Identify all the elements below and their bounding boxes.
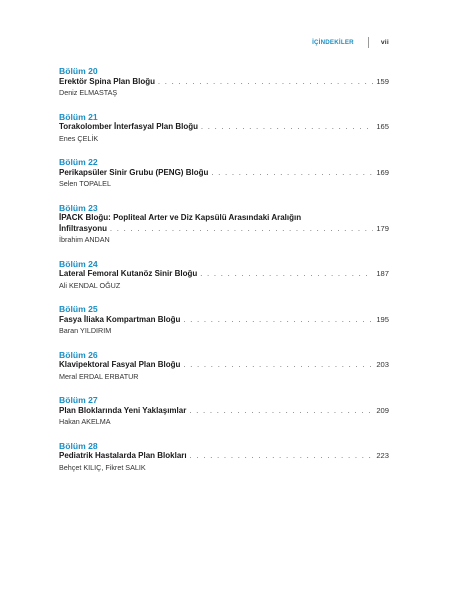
dot-leader: [189, 407, 373, 418]
toc-entry-27[interactable]: [59, 395, 389, 427]
chapter-label: Bölüm 24: [59, 258, 98, 269]
chapter-author: Meral ERDAL ERBATUR: [59, 371, 139, 381]
page-number: 179: [376, 223, 389, 233]
chapter-title[interactable]: Lateral Femoral Kutanöz Sinir Bloğu: [59, 269, 198, 278]
chapter-label: Bölüm 20: [59, 66, 98, 76]
title-line: [59, 224, 389, 236]
header-page-number: vii: [380, 39, 389, 46]
toc-entry-23[interactable]: [59, 203, 389, 246]
dot-leader: [200, 270, 373, 281]
page-number: 209: [376, 405, 389, 415]
chapter-author: Behçet KILIÇ, Fikret SALIK: [59, 462, 146, 472]
title-line: [59, 122, 389, 134]
title-line: [59, 269, 389, 281]
toc-entry-26[interactable]: [59, 350, 389, 382]
header-section-title: İÇİNDEKİLER: [312, 39, 354, 46]
page-number: 165: [376, 122, 389, 131]
dot-leader: [158, 78, 373, 89]
dot-leader: [190, 452, 374, 463]
chapter-title[interactable]: Torakolomber İnterfasyal Plan Bloğu: [59, 122, 198, 131]
title-line: [59, 451, 389, 463]
header-divider: [368, 37, 369, 48]
page-number: 159: [376, 76, 389, 86]
page-number: 187: [376, 269, 389, 278]
chapter-title[interactable]: Plan Bloklarında Yeni Yaklaşımlar: [59, 405, 187, 415]
title-line: [59, 168, 389, 180]
chapter-title[interactable]: Klavipektoral Fasyal Plan Bloğu: [59, 360, 181, 369]
chapter-author: Enes ÇELİK: [59, 133, 99, 143]
chapter-label: Bölüm 27: [59, 395, 98, 405]
chapter-title[interactable]: Perikapsüler Sinir Grubu (PENG) Bloğu: [59, 167, 209, 177]
dot-leader: [211, 169, 373, 180]
toc-entry-25[interactable]: [59, 304, 389, 336]
chapter-label: Bölüm 25: [59, 304, 98, 314]
chapter-title-line-1[interactable]: İPACK Bloğu: Popliteal Arter ve Diz Kapsülü Arasındaki Aralığın: [59, 213, 302, 222]
chapter-label: Bölüm 23: [59, 202, 98, 213]
page-number: 223: [376, 451, 389, 460]
chapter-label: Bölüm 21: [59, 111, 98, 122]
chapter-author: Deniz ELMASTAŞ: [59, 88, 118, 97]
chapter-author: Selen TOPALEL: [59, 179, 111, 188]
chapter-label: Bölüm 22: [59, 157, 98, 167]
chapter-label: Bölüm 26: [59, 349, 98, 360]
title-line: [59, 360, 389, 372]
page-number: 195: [376, 314, 389, 324]
dot-leader: [201, 123, 373, 134]
chapter-author: Hakan AKELMA: [59, 417, 111, 426]
toc-entry-22[interactable]: [59, 157, 389, 189]
chapter-author: İbrahim ANDAN: [59, 235, 110, 244]
title-line: [59, 77, 389, 89]
chapter-title[interactable]: Erektör Spina Plan Bloğu: [59, 76, 156, 86]
table-of-contents: [59, 66, 389, 486]
dot-leader: [183, 361, 373, 372]
chapter-author: Baran YILDIRIM: [59, 326, 112, 335]
toc-entry-20[interactable]: [59, 66, 389, 98]
toc-entry-21[interactable]: [59, 112, 389, 144]
chapter-label: Bölüm 28: [59, 440, 98, 451]
chapter-title[interactable]: Pediatrik Hastalarda Plan Blokları: [59, 451, 187, 460]
page-number: 169: [376, 167, 389, 177]
dot-leader: [110, 225, 373, 236]
running-header: [312, 37, 389, 48]
chapter-author: Ali KENDAL OĞUZ: [59, 280, 121, 290]
chapter-title[interactable]: Fasya İliaka Kompartman Bloğu: [59, 314, 181, 324]
title-line: [59, 406, 389, 418]
dot-leader: [183, 316, 373, 327]
toc-entry-28[interactable]: [59, 441, 389, 473]
title-line: [59, 315, 389, 327]
page-number: 203: [376, 360, 389, 369]
toc-entry-24[interactable]: [59, 259, 389, 291]
chapter-title[interactable]: İnfiltrasyonu: [59, 223, 108, 233]
